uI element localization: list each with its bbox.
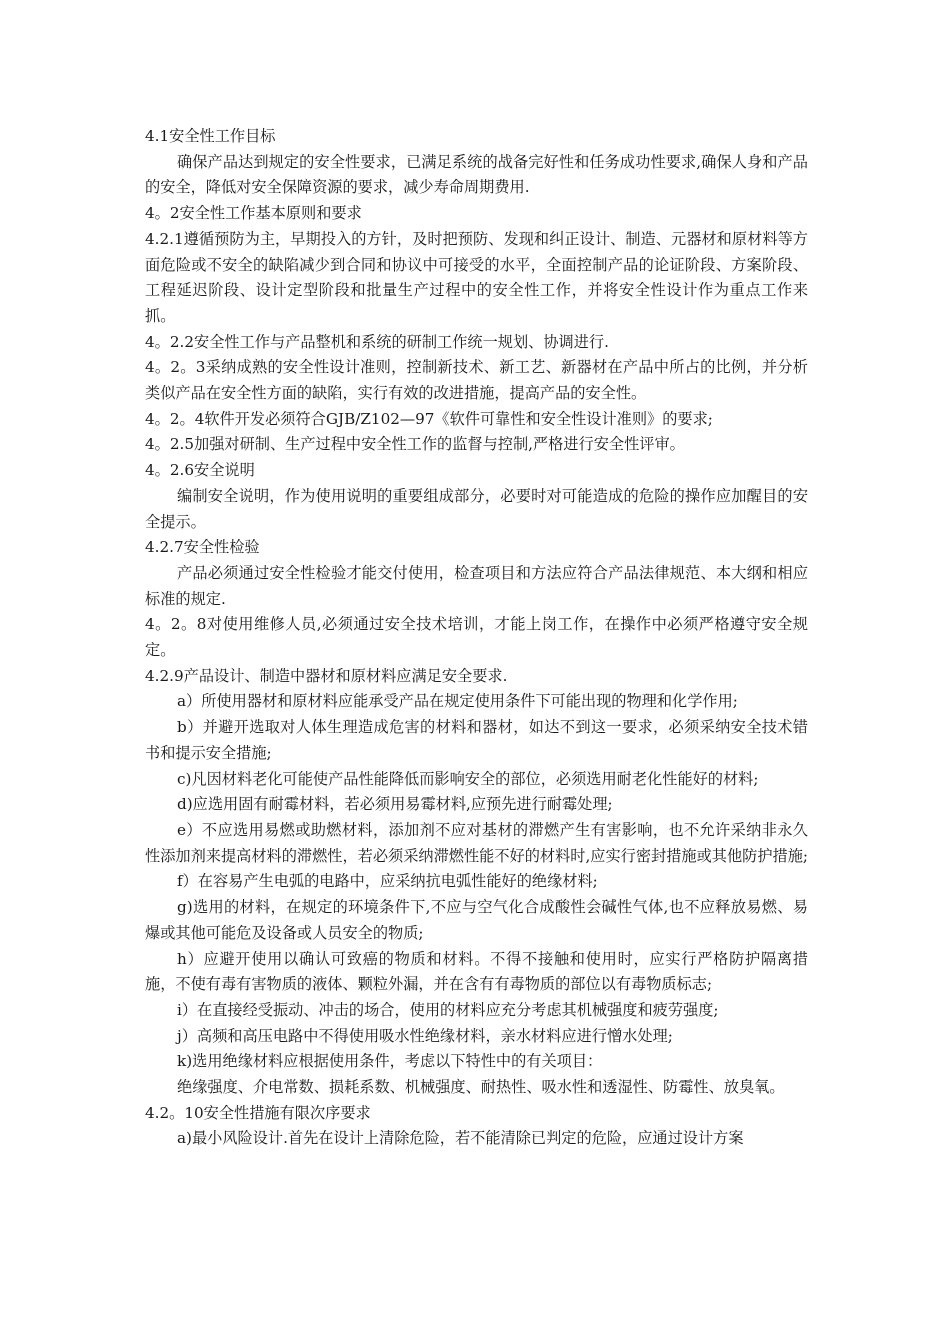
list-item-e: e）不应选用易燃或助燃材料，添加剂不应对基材的滞燃产生有害影响，也不允许采纳非永久性添加剂来提高材料的滞燃性，若必须采纳滞燃性能不好的材料时,应实行密封措施或其他防护措施; <box>145 820 809 865</box>
list-item-d: d)应选用固有耐霉材料，若必须用易霉材料,应预先进行耐霉处理; <box>177 795 613 814</box>
body-paragraph: 确保产品达到规定的安全性要求，已满足系统的战备完好性和任务成功性要求,确保人身和产品的安全，降低对安全保障资源的要求，减少寿命周期费用. <box>145 152 808 197</box>
heading-4-2: 4。2安全性工作基本原则和要求 <box>145 204 362 223</box>
body-paragraph: 产品必须通过安全性检验才能交付使用，检查项目和方法应符合产品法律规范、本大纲和相应标准的规定. <box>145 563 808 608</box>
list-item-g: g)选用的材料，在规定的环境条件下,不应与空气化合成酸性会碱性气体,也不应释放易燃、易爆或其他可能危及设备或人员安全的物质; <box>145 898 808 942</box>
list-item-i: i）在直接经受振动、冲击的场合，使用的材料应充分考虑其机械强度和疲劳强度; <box>177 1000 719 1019</box>
clause-4-2-1: 4.2.1遵循预防为主，早期投入的方针，及时把预防、发现和纠正设计、制造、元器材和原材料等方面危险或不安全的缺陷减少到合同和协议中可接受的水平，全面控制产品的论证阶段、方案阶段、工程延迟阶段、设计定型阶段和批量生产过程中的安全性工作，并将安全性设计作为重点工作来抓。 <box>145 229 808 325</box>
body-paragraph: 绝缘强度、介电常数、损耗系数、机械强度、耐热性、吸水性和透湿性、防霉性、放臭氧。 <box>177 1078 785 1097</box>
list-item-k: k)选用绝缘材料应根据使用条件，考虑以下特性中的有关项目： <box>177 1052 603 1071</box>
clause-4-2-5: 4。2.5加强对研制、生产过程中安全性工作的监督与控制,严格进行安全性评审。 <box>145 435 685 454</box>
clause-4-2-10: 4.2。10安全性措施有限次序要求 <box>145 1103 371 1122</box>
list-item-j: j）高频和高压电路中不得使用吸水性绝缘材料，亲水材料应进行憎水处理; <box>177 1026 673 1045</box>
list-item-b: b）并避开选取对人体生理造成危害的材料和器材，如达不到这一要求，必须采纳安全技术错书和提示安全措施; <box>145 718 808 762</box>
clause-4-2-6: 4。2.6安全说明 <box>145 461 255 480</box>
heading-4-1: 4.1安全性工作目标 <box>145 127 276 145</box>
list-item-h: h）应避开使用以确认可致癌的物质和材料。不得不接触和使用时，应实行严格防护隔离措施，不使有毒有害物质的液体、颗粒外漏，并在含有有毒物质的部位以有毒物质标志; <box>145 949 808 994</box>
clause-4-2-8: 4。2。8对使用维修人员,必须通过安全技术培训，才能上岗工作，在操作中必须严格遵守安全规定。 <box>145 615 808 660</box>
clause-4-2-4: 4。2。4软件开发必须符合GJB/Z102—97《软件可靠性和安全性设计准则》的要求; <box>145 409 713 428</box>
body-paragraph: 编制安全说明，作为使用说明的重要组成部分，必要时对可能造成的危险的操作应加醒目的安全提示。 <box>145 486 808 531</box>
list-item-a: a)最小风险设计.首先在设计上清除危险，若不能清除已判定的危险，应通过设计方案 <box>177 1129 744 1148</box>
clause-4-2-2: 4。2.2安全性工作与产品整机和系统的研制工作统一规划、协调进行. <box>145 332 609 351</box>
clause-4-2-3: 4。2。3采纳成熟的安全性设计准则，控制新技术、新工艺、新器材在产品中所占的比例，并分析类似产品在安全性方面的缺陷，实行有效的改进措施，提高产品的安全性。 <box>145 358 808 403</box>
list-item-f: f）在容易产生电弧的电路中，应采纳抗电弧性能好的绝缘材料; <box>177 872 598 891</box>
list-item-a: a）所使用器材和原材料应能承受产品在规定使用条件下可能出现的物理和化学作用; <box>177 692 738 711</box>
list-item-c: c)凡因材料老化可能使产品性能降低而影响安全的部位，必须选用耐老化性能好的材料; <box>177 769 759 788</box>
clause-4-2-9: 4.2.9产品设计、制造中器材和原材料应满足安全要求. <box>145 666 508 685</box>
clause-4-2-7: 4.2.7安全性检验 <box>145 538 260 557</box>
